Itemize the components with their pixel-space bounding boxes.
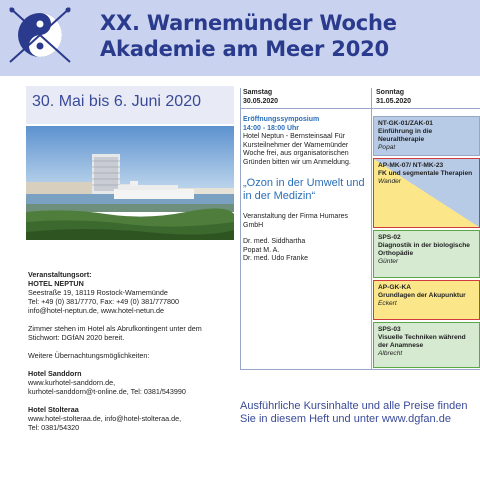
title-line-2: Akademie am Meer 2020 bbox=[100, 37, 389, 61]
col-header-sunday bbox=[376, 88, 411, 106]
course-title: FK und segmentale Therapien bbox=[378, 170, 473, 177]
hotel-stolteraa-name: Hotel Stolteraa bbox=[28, 405, 79, 414]
col-header-saturday bbox=[243, 88, 278, 106]
course-lecturer: Albrecht bbox=[378, 350, 403, 357]
speaker-3: Dr. med. Udo Franke bbox=[243, 255, 308, 262]
date-header bbox=[26, 86, 234, 124]
course-lecturer: Wander bbox=[378, 178, 401, 185]
venue-note: Zimmer stehen im Hotel als Abrufkontingent unter dem Stichwort: DGfAN 2020 bereit. bbox=[28, 324, 202, 342]
date-range: 30. Mai bis 6. Juni 2020 bbox=[32, 93, 201, 110]
hotel-stolteraa-web[interactable]: www.hotel-stolteraa.de, info@hotel-stolteraa.de, bbox=[28, 414, 182, 423]
course-code: AP-GK-KA bbox=[378, 284, 411, 291]
hotel-sanddorn-web[interactable]: www.kurhotel-sanddorn.de, bbox=[28, 378, 116, 387]
course-title: Diagnostik in der biologische Orthopädie bbox=[378, 242, 470, 257]
footer-note: Ausführliche Kursinhalte und alle Preise finden Sie in diesem Heft und unter www.dgfan.de bbox=[240, 400, 468, 425]
saturday-column bbox=[240, 108, 370, 370]
grid-line-middle bbox=[371, 88, 372, 370]
course-code: SPS-03 bbox=[378, 326, 401, 333]
venue-label: Veranstaltungsort: bbox=[28, 270, 92, 279]
venue-info bbox=[28, 270, 234, 432]
course-cell-ap-mk-07[interactable] bbox=[373, 158, 480, 228]
course-title: Visuelle Techniken während der Anamnese bbox=[378, 334, 466, 349]
course-cell-ap-gk-ka[interactable] bbox=[373, 280, 480, 320]
col-day-sunday: Sonntag bbox=[376, 89, 404, 96]
symposium-title: Eröffnungssymposium bbox=[243, 116, 320, 123]
venue-email[interactable]: info@hotel-neptun.de, www.hotel-netun.de bbox=[28, 306, 164, 315]
schedule-grid bbox=[240, 88, 480, 370]
page-title bbox=[100, 10, 397, 62]
col-date-saturday: 30.05.2020 bbox=[243, 98, 279, 105]
header-banner bbox=[0, 0, 480, 76]
title-line-1: XX. Warnemünder Woche bbox=[100, 11, 397, 35]
hotel-sanddorn-contact[interactable]: kurhotel-sanddorn@t-online.de, Tel: 0381/543990 bbox=[28, 387, 186, 396]
speaker-2: Popat M. A. bbox=[243, 246, 280, 254]
course-title: Einführung in die Neuraltherapie bbox=[378, 128, 433, 143]
venue-phone: Tel: +49 (0) 381/7770, Fax: +49 (0) 381/777800 bbox=[28, 297, 180, 306]
venue-hotel-name: HOTEL NEPTUN bbox=[28, 279, 84, 288]
symposium-time: 14:00 - 18:00 Uhr bbox=[243, 124, 300, 132]
col-date-sunday: 31.05.2020 bbox=[376, 98, 412, 105]
course-lecturer: Eckert bbox=[378, 300, 397, 307]
col-day-saturday: Samstag bbox=[243, 89, 273, 96]
dgfan-logo-icon bbox=[4, 4, 76, 66]
course-title: Grundlagen der Akupunktur bbox=[378, 292, 466, 299]
symposium-text: Hotel Neptun - Bernsteinsaal Für Kursteilnehmer der Warnemünder Woche frei, aus organisatorischen Gründen bitten wir um Anmeldung. bbox=[243, 133, 351, 166]
symposium-quote: „Ozon in der Umwelt und in der Medizin“ bbox=[243, 177, 365, 202]
course-cell-sps-03[interactable] bbox=[373, 322, 480, 368]
course-code: AP-MK-07/ NT-MK-23 bbox=[378, 162, 444, 169]
course-cell-nt-gk-01[interactable] bbox=[373, 116, 480, 156]
course-code: NT-GK-01/ZAK-01 bbox=[378, 120, 433, 127]
speaker-1: Dr. med. Siddhartha bbox=[243, 238, 306, 245]
symposium-sponsor: Veranstaltung der Firma Humares GmbH bbox=[243, 213, 349, 229]
course-lecturer: Günter bbox=[378, 258, 399, 265]
hotel-sanddorn-name: Hotel Sanddorn bbox=[28, 369, 82, 378]
hotel-photo bbox=[26, 126, 234, 240]
course-cell-sps-02[interactable] bbox=[373, 230, 480, 278]
left-panel bbox=[26, 86, 234, 472]
more-hotels-label: Weitere Übernachtungsmöglichkeiten: bbox=[28, 351, 150, 360]
venue-address: Seestraße 19, 18119 Rostock-Warnemünde bbox=[28, 288, 168, 297]
hotel-stolteraa-contact[interactable]: Tel: 0381/54320 bbox=[28, 423, 80, 432]
course-code: SPS-02 bbox=[378, 234, 401, 241]
course-lecturer: Popat bbox=[378, 144, 396, 151]
